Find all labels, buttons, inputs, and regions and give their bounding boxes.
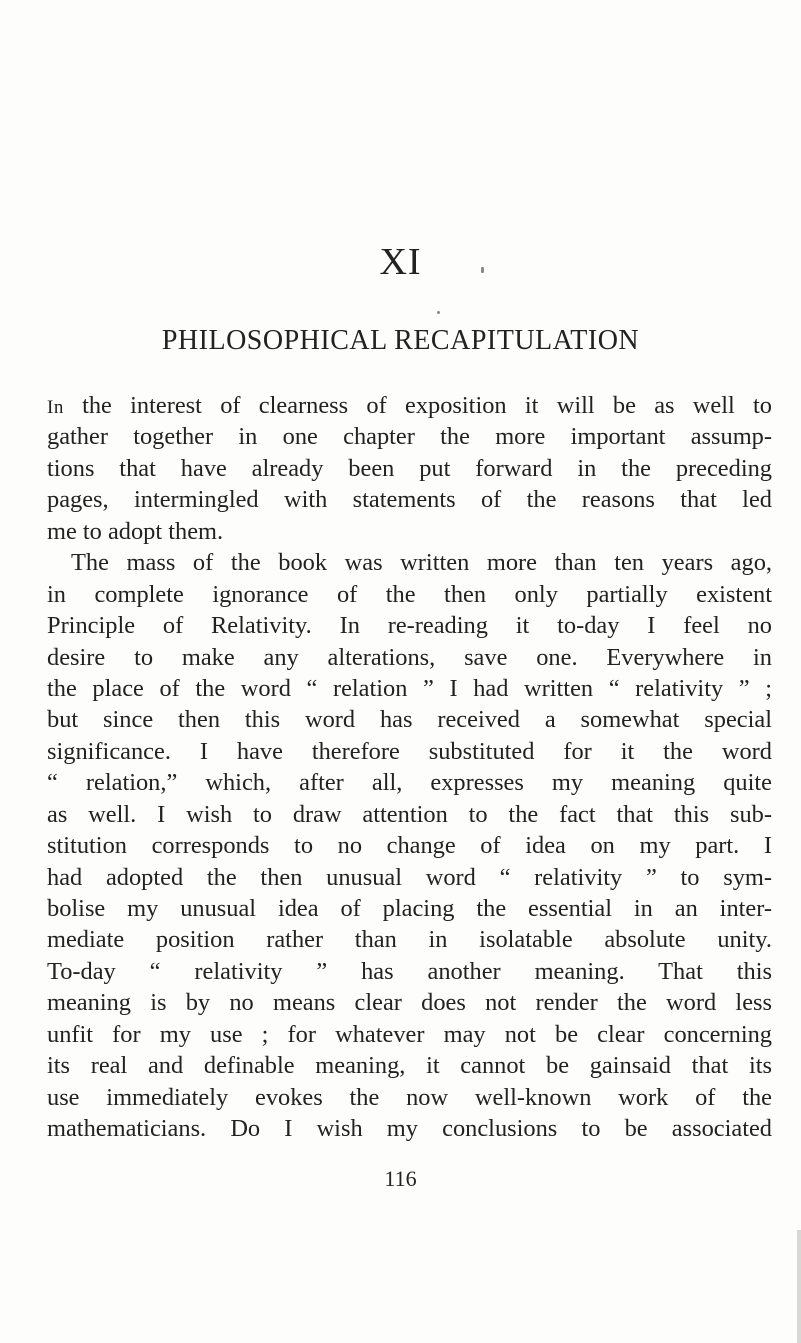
text-line: the place of the word “ relation ” I had written “ relativity ” ; [47,674,772,702]
text-line: “ relation,” which, after all, expresses my meaning quite [47,769,772,797]
page-edge-shadow [797,1230,801,1343]
text-line: pages, intermingled with statements of the reasons that led [47,486,772,514]
text-line: in complete ignorance of the then only partially existent [47,580,772,608]
text-line: me to adopt them. [47,517,224,545]
text-line: tions that have already been put forward in the preceding [47,454,772,482]
text-line: had adopted the then unusual word “ relativity ” to sym- [47,863,772,891]
text-line: mathematicians. Do I wish my conclusions to be associated [47,1115,772,1143]
text-line-content: the interest of clearness of exposition it will be as well to [63,392,772,419]
text-line: but since then this word has received a somewhat special [47,706,772,734]
text-line: unfit for my use ; for whatever may not be clear concerning [47,1020,772,1048]
text-line: desire to make any alterations, save one. Everywhere in [47,643,772,671]
paragraph-lead: In [47,397,64,418]
text-line [47,390,772,421]
body-text [47,390,772,1145]
text-line: as well. I wish to draw attention to the fact that this sub- [47,800,772,828]
text-line: use immediately evokes the now well-known work of the [47,1083,772,1111]
chapter-title: PHILOSOPHICAL RECAPITULATION [161,325,640,356]
text-line: The mass of the book was written more than ten years ago, [71,549,772,577]
text-line: To-day “ relativity ” has another meaning. That this [47,957,772,985]
text-line: mediate position rather than in isolatable absolute unity. [47,926,772,954]
text-line: stitution corresponds to no change of idea on my part. I [47,832,772,860]
text-line: its real and definable meaning, it cannot be gainsaid that its [47,1052,772,1080]
text-line: meaning is by no means clear does not render the word less [47,989,772,1017]
text-line: gather together in one chapter the more important assump- [47,423,772,451]
page-number: 116 [384,1166,417,1191]
text-line: Principle of Relativity. In re-reading it to-day I feel no [47,612,772,640]
ink-speck [437,311,440,314]
text-line: bolise my unusual idea of placing the essential in an inter- [47,895,772,922]
text-line: significance. I have therefore substituted for it the word [47,737,772,765]
chapter-number: XI [379,241,422,283]
